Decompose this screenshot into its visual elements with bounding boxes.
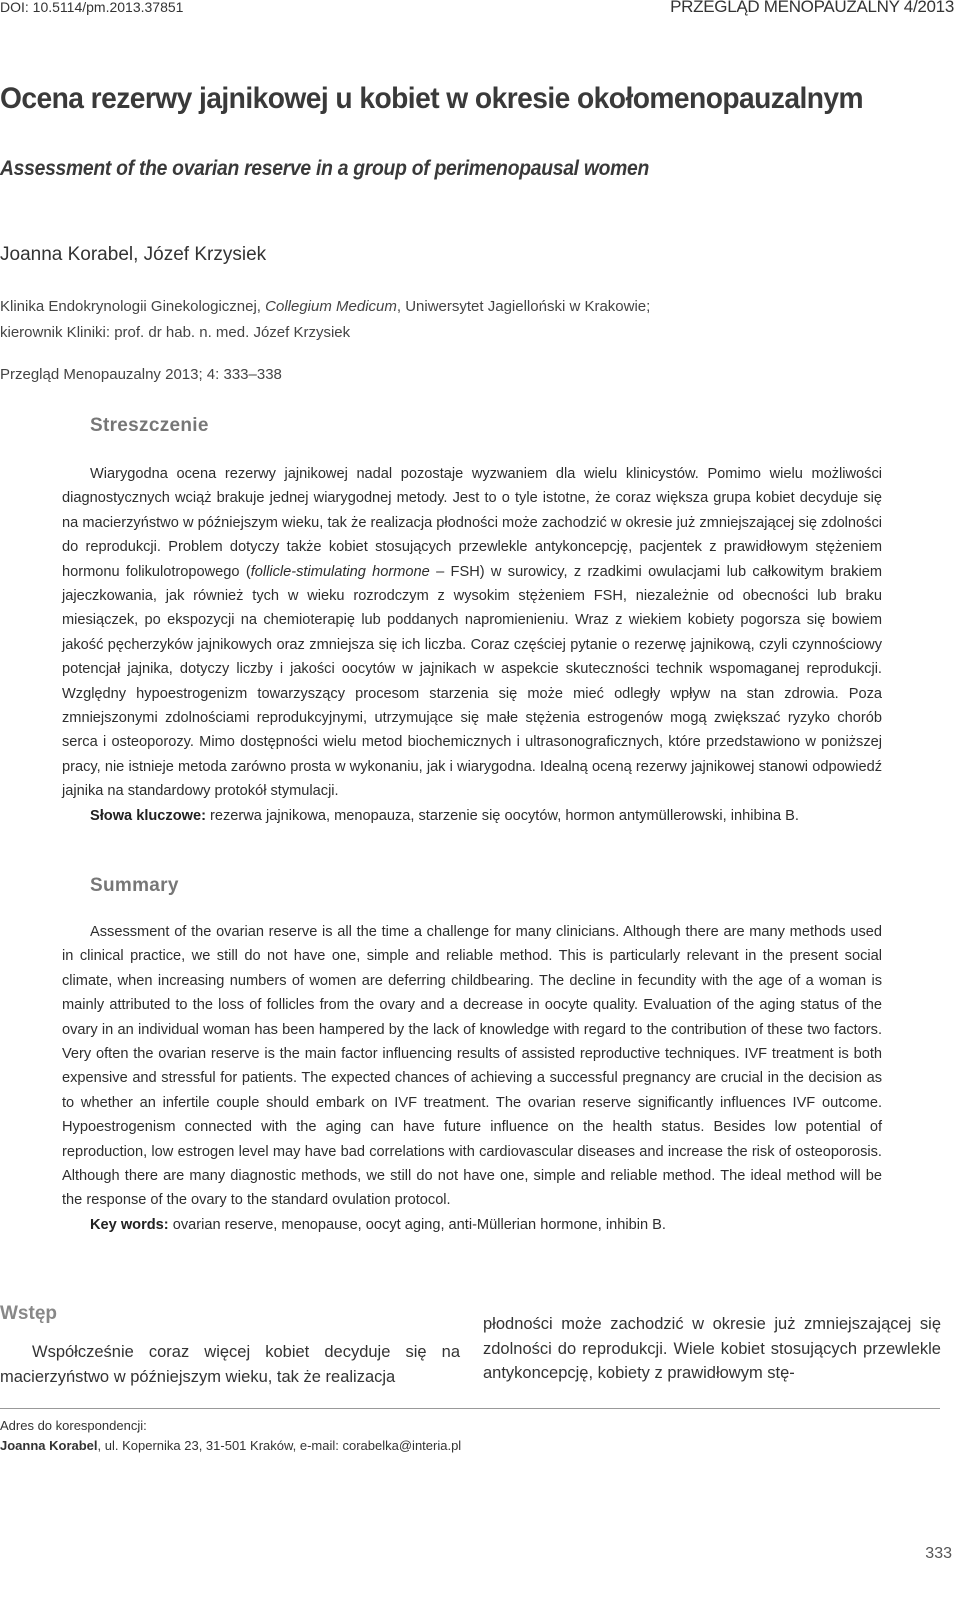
page-number: 333	[925, 1545, 952, 1562]
intro-right-text: płodności może zachodzić w okresie już zmniejszającej się zdolności do reprodukcji. Wiele kobiet stosujących przewlekle antykoncepcję, kobiety z prawidłowym stę-	[483, 1315, 941, 1382]
summary-heading: Summary	[90, 875, 179, 896]
intro-heading: Wstęp	[0, 1303, 57, 1324]
citation: Przegląd Menopauzalny 2013; 4: 333–338	[0, 366, 282, 383]
summary-body	[62, 920, 882, 1237]
article-title-en: Assessment of the ovarian reserve in a group of perimenopausal women	[0, 157, 650, 180]
abstract-body	[62, 462, 882, 828]
abstract-keywords	[62, 804, 882, 828]
address-line	[0, 1438, 461, 1453]
abstract-paragraph	[62, 462, 882, 804]
affiliation-part-3: kierownik Kliniki: prof. dr hab. n. med. Józef Krzysiek	[0, 324, 351, 341]
summary-paragraph: Assessment of the ovarian reserve is all the time a challenge for many clinicians. Although there are many methods used in clinical practice, we still do not have one, simple and reliable method. This is particularly relevant in the present social climate, when increasing numbers of women are deferring childbearing. The decline in fecundity with the age of a woman is mainly attributed to the loss of follicles from the ovary and a decrease in oocyte quality. Evaluation of the aging status of the ovary in an individual woman has been hampered by the lack of knowledge with regard to the contribution of these two factors. Very often the ovarian reserve is the main factor influencing results of assisted reproductive techniques. IVF treatment is both expensive and stressful for patients. The expected chances of achieving a successful pregnancy are crucial in the decision as to whether an infertile couple should embark on IVF treatment. The ovarian reserve significantly influences IVF outcome. Hypoestrogenism connected with the aging can have future influence on the health status. Besides low potential of reproduction, low estrogen level may have bad correlations with cardiovascular diseases and increase the risk of osteoporosis. Although there are many diagnostic methods, we still do not have one, simple and reliable method. The ideal method will be the response of the ovary to the standard ovulation protocol.	[62, 924, 882, 1209]
address-details: , ul. Kopernika 23, 31-501 Kraków, e-mail: corabelka@interia.pl	[97, 1438, 462, 1453]
keywords-en: ovarian reserve, menopause, oocyt aging, anti-Müllerian hormone, inhibin B.	[168, 1216, 666, 1233]
intro-left-column	[0, 1340, 460, 1389]
footer-divider	[0, 1408, 940, 1409]
affiliation-part-1: Klinika Endokrynologii Ginekologicznej,	[0, 298, 266, 315]
journal-header: PRZEGLĄD MENOPAUZALNY 4/2013	[670, 0, 954, 16]
abstract-heading: Streszczenie	[90, 415, 209, 436]
intro-right-column	[483, 1312, 941, 1386]
address-label: Adres do korespondencji:	[0, 1418, 147, 1433]
keywords-label-en: Key words:	[90, 1216, 169, 1233]
summary-keywords	[62, 1213, 882, 1237]
abstract-text-2: – FSH) w surowicy, z rzadkimi owulacjami lub całkowitym brakiem jajeczkowania, jak również tych w wieku rozrodczym z wysokim stężeniem FSH, niezależnie od obecności lub braku miesiączek, po ekspozycji na chemioterapię lub poddanych napromienieniu. Wraz z wiekiem kobiety pogorsza się bowiem jakość pęcherzyków jajnikowych oraz zmniejsza się ich liczba. Coraz częściej pytanie o rezerwę jajnikową, czyli czynnościowy potencjał jajnika, dotyczy liczby i jakości oocytów w jajnikach w aspekcie skuteczności technik wspomaganej reprodukcji. Względny hypoestrogenizm towarzyszący procesom starzenia się może mieć odległy wpływ na stan zdrowia. Poza zmniejszonymi zdolnościami reprodukcyjnymi, utrzymujące się małe stężenia estrogenów mogą zwiększać ryzyko chorób serca i osteoporozy. Mimo dostępności wielu metod biochemicznych i ultrasonograficznych, które przedstawiono w poniższej pracy, nie istnieje metoda zarówno prosta w wykonaniu, jak i wiarygodna. Idealną oceną rezerwy jajnikowej stanowi odpowiedź jajnika na standardowy protokół stymulacji.	[62, 563, 882, 800]
keywords-pl: rezerwa jajnikowa, menopauza, starzenie się oocytów, hormon antymüllerowski, inhibina B.	[205, 807, 799, 824]
address-name: Joanna Korabel	[0, 1438, 98, 1453]
affiliation-italic: Collegium Medicum	[265, 298, 397, 315]
intro-left-text: Współcześnie coraz więcej kobiet decyduje się na macierzyństwo w późniejszym wieku, tak że realizacja	[0, 1343, 460, 1386]
doi-text: DOI: 10.5114/pm.2013.37851	[0, 0, 184, 15]
affiliation-part-2: , Uniwersytet Jagielloński w Krakowie;	[396, 298, 651, 315]
affiliation	[0, 294, 700, 346]
article-title-pl: Ocena rezerwy jajnikowej u kobiet w okresie okołomenopauzalnym	[0, 82, 864, 115]
keywords-label-pl: Słowa kluczowe:	[90, 807, 206, 824]
abstract-italic-term: follicle-stimulating hormone	[250, 563, 430, 580]
authors: Joanna Korabel, Józef Krzysiek	[0, 244, 267, 265]
abstract-text-1: Wiarygodna ocena rezerwy jajnikowej nadal pozostaje wyzwaniem dla wielu klinicystów. Pomimo wielu możliwości diagnostycznych wciąż brakuje jednej wiarygodnej metody. Jest to o tyle istotne, że coraz większa grupa kobiet decyduje się na macierzyństwo w późniejszym wieku, tak że realizacja płodności może zachodzić w okresie już zmniejszającej się zdolności do reprodukcji. Problem dotyczy także kobiet stosujących przewlekle antykoncepcję, pacjentek z prawidłowym stężeniem hormonu folikulotropowego (	[62, 466, 882, 580]
